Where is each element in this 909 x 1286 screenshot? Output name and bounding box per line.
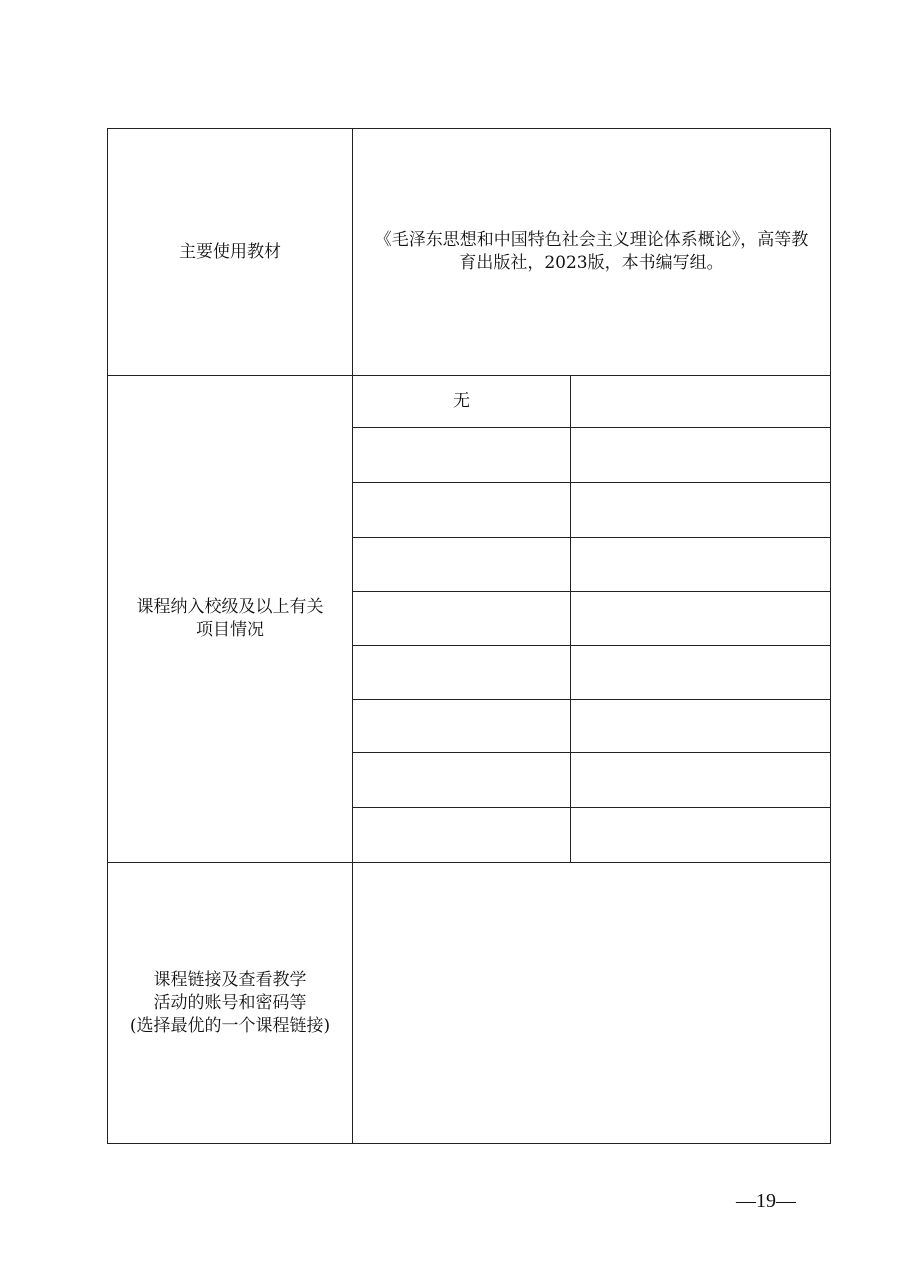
project-name-cell-3 [353, 483, 571, 538]
course-link-label-line-3: (选择最优的一个课程链接) [129, 1015, 331, 1036]
textbook-label [108, 129, 353, 376]
project-detail-cell-1 [571, 376, 831, 428]
course-link-label-line-2: 活动的账号和密码等 [153, 992, 307, 1013]
project-detail-cell-9 [571, 808, 831, 863]
projects-row-1 [108, 376, 831, 428]
textbook-content-line-1: 《毛泽东思想和中国特色社会主义理论体系概论》，高等教 [374, 230, 809, 250]
project-detail-cell-6 [571, 646, 831, 700]
course-link-content [353, 863, 831, 1144]
project-name-cell-8 [353, 753, 571, 808]
textbook-row [108, 129, 831, 376]
project-detail-cell-4 [571, 538, 831, 592]
textbook-content [353, 129, 831, 376]
course-link-label [108, 863, 353, 1144]
project-detail-cell-5 [571, 592, 831, 646]
project-detail-cell-7 [571, 700, 831, 753]
project-name-cell-2 [353, 428, 571, 483]
project-name-cell-4 [353, 538, 571, 592]
textbook-label-text: 主要使用教材 [179, 241, 281, 262]
project-name-cell-6 [353, 646, 571, 700]
project-detail-cell-3 [571, 483, 831, 538]
projects-label-line-2: 项目情况 [196, 620, 264, 640]
application-form-table [107, 128, 831, 1144]
textbook-content-line-2: 育出版社，2023版，本书编写组。 [459, 253, 724, 273]
project-detail-cell-8 [571, 753, 831, 808]
course-link-row [108, 863, 831, 1144]
project-name-cell-9 [353, 808, 571, 863]
course-link-label-line-1: 课程链接及查看教学 [153, 969, 307, 990]
project-detail-cell-2 [571, 428, 831, 483]
project-name-cell-5 [353, 592, 571, 646]
project-name-cell-1: 无 [353, 376, 571, 428]
projects-label [108, 376, 353, 863]
projects-label-line-1: 课程纳入校级及以上有关 [136, 597, 324, 617]
project-name-cell-7 [353, 700, 571, 753]
page-number: —19— [736, 1190, 796, 1212]
